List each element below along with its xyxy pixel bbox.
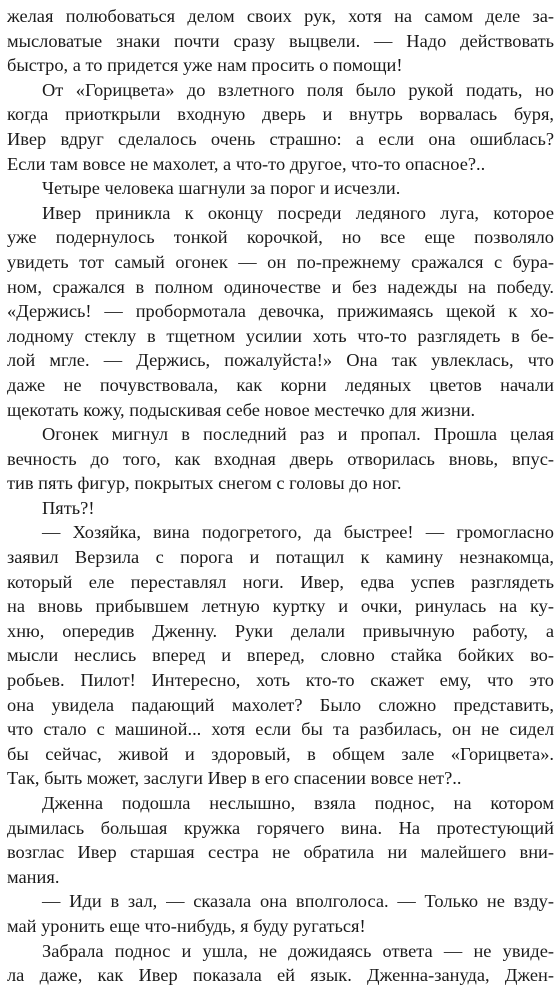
text-line: Так, быть может, заслуги Ивер в его спасении вовсе нет?.. xyxy=(7,768,462,789)
text-line: Забрала поднос и ушла, не дожидаясь ответа — не увиде- xyxy=(42,940,554,961)
text-line: май уронить еще что-нибудь, я буду ругаться! xyxy=(7,915,366,936)
text-line: желая полюбоваться делом своих рук, хотя на самом деле за- xyxy=(7,6,554,26)
text-line: Ивер приникла к оконцу посреди ледяного луга, которое xyxy=(42,202,554,223)
text-line: ном, сражался в полном одиночестве и без надежды на победу. xyxy=(7,276,554,297)
text-line: мысловатые знаки почти сразу выцвели. — Надо действовать xyxy=(7,30,554,51)
text-line: который еле переставлял ноги. Ивер, едва успев разглядеть xyxy=(7,571,554,592)
text-line: заявил Верзила с порога и потащил к камину незнакомца, xyxy=(7,547,554,568)
text-line: От «Горицвета» до взлетного поля было рукой подать, но xyxy=(42,79,554,100)
text-line: — Иди в зал, — сказала она вполголоса. — Только не взду- xyxy=(42,891,554,912)
text-line: на вновь прибывшем летную куртку и очки, ринулась на ку- xyxy=(7,596,554,617)
text-line: возглас Ивер старшая сестра не обратила ни малейшего вни- xyxy=(7,842,554,863)
text-line: хню, опередив Дженну. Руки делали привычную работу, а xyxy=(7,620,554,641)
text-line: вечность до того, как входная дверь отворилась вновь, впус- xyxy=(7,448,554,469)
text-line: увидеть тот самый огонек — он по-прежнему сражался с бура- xyxy=(7,251,554,272)
text-line: бы сейчас, живой и здоровый, в общем зале «Горицвета». xyxy=(7,743,554,764)
text-line: уже подернулось тонкой корочкой, но все еще позволяло xyxy=(7,227,554,248)
text-line: дымилась большая кружка горячего вина. На протестующий xyxy=(7,817,554,838)
text-line: мания. xyxy=(7,866,60,887)
text-line: Пять?! xyxy=(42,497,95,518)
text-line: Четыре человека шагнули за порог и исчезли. xyxy=(42,178,401,199)
text-line: Дженна подошла неслышно, взяла поднос, на котором xyxy=(42,793,554,813)
text-line: мысли неслись вперед и вперед, словно стайка бойких во- xyxy=(7,645,554,666)
text-line: что стало с машиной... хотя если бы та разбилась, он не сидел xyxy=(7,719,554,740)
text-line: робьев. Пилот! Интересно, хоть кто-то скажет ему, что это xyxy=(7,670,554,691)
text-line: она увидела падающий махолет? Было сложно представить, xyxy=(7,694,554,715)
text-line: Огонек мигнул в последний раз и пропал. Прошла целая xyxy=(42,424,554,445)
text-line: лодному стеклу в тщетном усилии хоть что-то разглядеть в бе- xyxy=(7,325,554,346)
text-line: Если там вовсе не махолет, а что-то другое, что-то опасное?.. xyxy=(7,153,486,174)
text-line: «Держись! — пробормотала девочка, прижимаясь щекой к хо- xyxy=(7,301,554,322)
text-line: — Хозяйка, вина подогретого, да быстрее! — громогласно xyxy=(42,522,554,543)
text-line: щекотать кожу, подыскивая себе новое местечко для жизни. xyxy=(7,399,476,420)
text-line: Ивер вдруг сделалось очень страшно: а если она ошиблась? xyxy=(7,128,554,149)
text-line: даже не почувствовала, как корни ледяных цветов начали xyxy=(7,374,554,395)
text-line: ла даже, как Ивер показала ей язык. Дженна-зануда, Джен- xyxy=(7,965,554,986)
text-line: быстро, а то придется уже нам просить о помощи! xyxy=(7,55,403,76)
text-line: тив пять фигур, покрытых снегом с головы до ног. xyxy=(7,473,402,494)
text-line: лой мгле. — Держись, пожалуйста!» Она так увлеклась, что xyxy=(7,350,554,371)
text-line: когда приоткрыли входную дверь и внутрь ворвалась буря, xyxy=(7,104,554,125)
